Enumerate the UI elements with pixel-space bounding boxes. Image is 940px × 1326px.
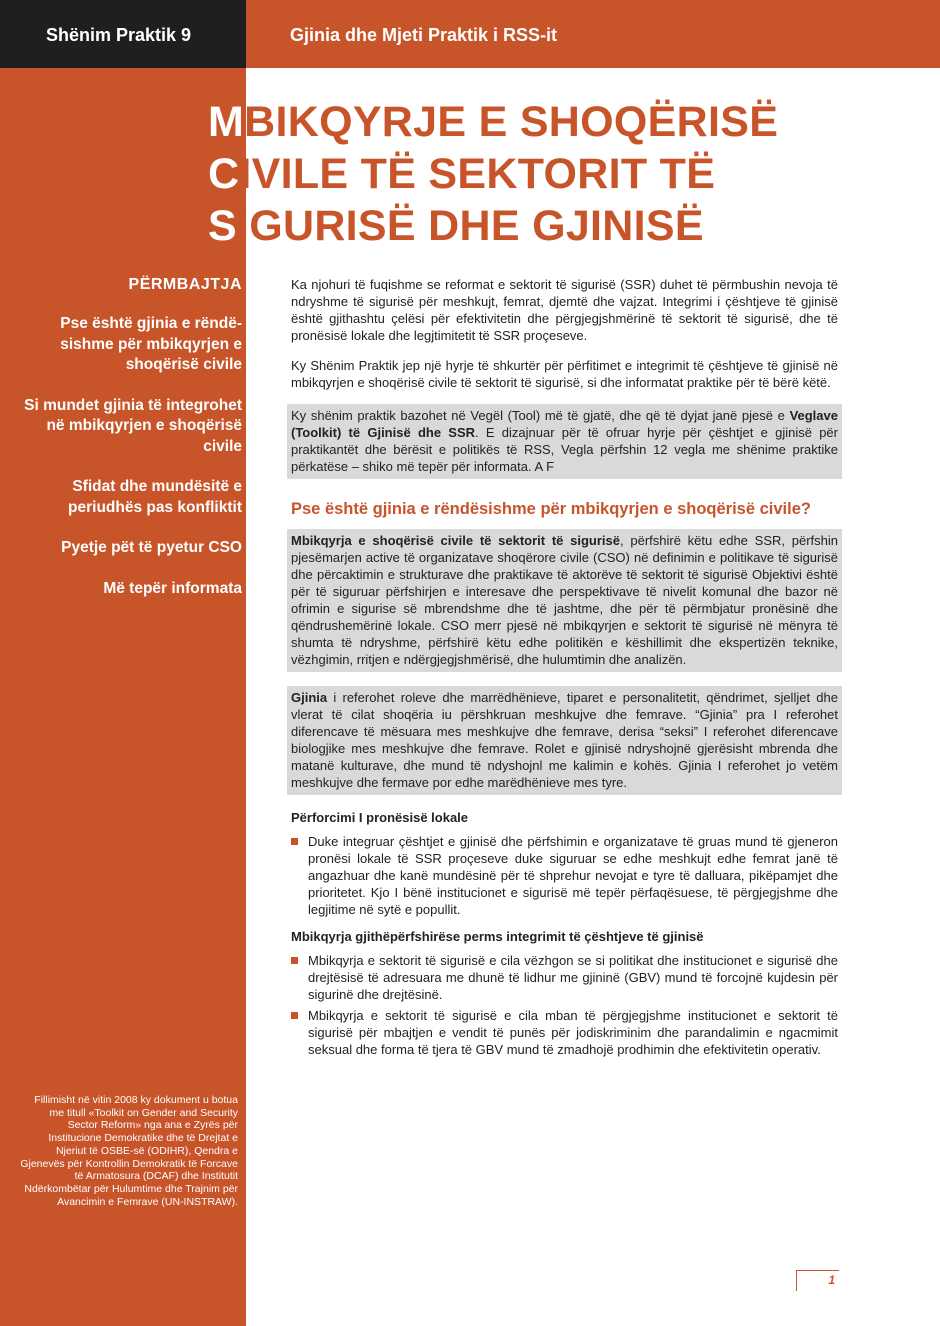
toc-item[interactable]: Më tepër informata	[103, 579, 242, 597]
subsection-heading: Përforcimi I pronësisë lokale	[291, 810, 469, 825]
list-item-text: Duke integruar çështjet e gjinisë dhe përfshimin e organizatave të gruas mund të gjeneron pronësi lokale të SSR proçeseve duke siguruar se edhe meshkujt edhe femrat janë të angazhuar dhe kanë mundësinë për të shprehur nevojat e tyre të dalluara, pikëpamjet dhe prioritetet. Kjo I bënë institucionet e sigurisë më tepër përfaqësuese, të përgjegjshme dhe legjitime në sytë e popullit.	[308, 834, 838, 917]
title-initial: S	[208, 202, 237, 250]
series-label: Shënim Praktik 9	[46, 25, 192, 45]
bullet-list	[291, 952, 838, 1058]
toc-item[interactable]: Pyetje pët të pyetur CSO	[61, 539, 242, 556]
toc-heading: PËRMBAJTJA	[128, 276, 242, 293]
page-title	[208, 96, 908, 252]
list-item	[291, 1007, 838, 1058]
list-item-text: Mbikqyrja e sektorit të sigurisë e cila mban të përgjegjshme institucionet e sektorit të sigurisë për mbajtjen e vendit të punës për jodiskriminim dhe parandalimin e ngacmimit seksual dhe forma të tjera të GBV mund të zmadhojë prodhimin dhe efektivitetin operativ.	[308, 1008, 838, 1057]
title-initial: M	[208, 98, 245, 146]
header-bar	[0, 0, 940, 68]
list-item-text: Mbikqyrja e sektorit të sigurisë e cila vëzhgon se si politikat dhe institucionet e sigurisë dhe drejtësisë të adresuara me dhunë të lidhur me gjininë (GBV) mund të forcojnë kujdesin për sigurinë dhe drejtësinë.	[308, 953, 838, 1002]
page-number: 1	[828, 1273, 835, 1287]
page-number-tab	[796, 1270, 839, 1291]
bullet-square-icon	[291, 1012, 298, 1019]
title-rest: IVILE TË SEKTORIT TË	[239, 150, 716, 198]
box-bold-text: Veglave (Toolkit) të Gjinisë dhe SSR	[291, 408, 838, 440]
toc-item[interactable]: Pse është gjinia e rëndë-sishme për mbikqyrjen e shoqërisë civile	[60, 315, 242, 373]
title-rest: BIKQYRJE E SHOQËRISË	[244, 98, 779, 146]
title-initial: C	[208, 150, 240, 198]
title-line	[208, 96, 908, 148]
intro-paragraph: Ka njohuri të fuqishme se reformat e sektorit të sigurisë (SSR) duhet të përmbushin nevoja të ndryshme të sigurisë për meshkujt, femrat, djemtë dhe vajzat. Integrimi i çështjeve të gjinisë është gjithashtu çelësi për efektivitetin dhe përgjegjshmërinë të sektorit të sigurisë, dhe të pronësisë lokale dhe legjtimitetit të SSR proçeseve.	[291, 277, 838, 343]
bullet-list	[291, 833, 838, 918]
subsection-heading: Mbikqyrja gjithëpërfshirëse perms integrimit të çështjeve të gjinisë	[291, 929, 704, 944]
title-rest: IGURISË DHE GJINISË	[236, 202, 704, 250]
bullet-square-icon	[291, 838, 298, 845]
title-line	[208, 200, 908, 252]
intro-paragraph: Ky Shënim Praktik jep një hyrje të shkurtër për përfitimet e integrimit të çështjeve të gjinisë në mbikqyrjen e shoqërisë civile të sektorit të sigurisë, si dhe informatat praktike për të bërë këtë.	[291, 358, 838, 390]
definition-box	[287, 529, 842, 672]
definition-text: , përfshirë këtu edhe SSR, përfshin pjesëmarjen active të organizatave shoqërore civile (CSO) në definimin e politikave të sigurisë dhe përcaktimin e strukturave dhe praktikave të aktorëve të sektorit të sigurisë Objektivi është për të siguruar përfshirjen e interesave dhe perspektivave të nivelit komunal dhe bazor në ofrimin e sigurise së mbrendshme dhe të jashtme, dhe për të përmbjatur pronësinë dhe qëndrushemërinë lokale. CSO merr pjesë në mbikqyrjen e sektorit të sigurisë në mënyra të shumta të ndryshme, përfshirë këtu edhe politikën e këshillimit dhe ekspertizën teknike, vëzhgimin, rritjen e ndërgjegjshmërisë, dhe hulumtimin dhe analizën.	[291, 533, 838, 667]
toc-item[interactable]: Sfidat dhe mundësitë e periudhës pas konfliktit	[68, 478, 242, 516]
publication-note: Fillimisht në vitin 2008 ky dokument u botua me titull «Toolkit on Gender and Security Sector Reform» nga ana e Zyrës për Institucione Demokratike dhe të Drejtat e Njeriut të OSBE-së (ODIHR), Qendra e Gjenevës për Kontrollin Demokratik të Forcave të Armatosura (DCAF) dhe Institutit Ndërkombëtar për Hulumtime dhe Trajnim për Avancimin e Femrave (UN-INSTRAW).	[20, 1094, 238, 1208]
box-text: . E dizajnuar për të ofruar hyrje për çështjet e gjinisë për praktikantët dhe bërësit e politikës të RSS, Vegla përfshin 12 vegla me shënime praktike përkatëse – shiko më tepër për informata. A F	[291, 425, 838, 474]
list-item	[291, 952, 838, 1003]
bullet-square-icon	[291, 957, 298, 964]
title-line	[208, 148, 908, 200]
toc-item[interactable]: Si mundet gjinia të integrohet në mbikqyrjen e shoqërisë civile	[24, 396, 242, 455]
table-of-contents	[20, 276, 242, 619]
section-heading: Pse është gjinia e rëndësishme për mbikqyrjen e shoqërisë civile?	[291, 500, 811, 518]
box-text: Ky shënim praktik bazohet në Vegël (Tool) më të gjatë, dhe që të dyjat janë pjesë e	[291, 408, 790, 423]
definition-term: Gjinia	[291, 690, 328, 705]
definition-box	[287, 686, 842, 795]
definition-text: i referohet roleve dhe marrëdhënieve, tiparet e personalitetit, qëndrimet, sjelljet dhe vlerat të cilat shoqëria iu përshkruan meshkujve dhe femrave. “Gjinia” pra I referohet diferencave të mësuara mes meshkujve dhe femrave, derisa “seksi” I referohet diferencave biologjike mes meshkujve dhe femrave. Rolet e gjinisë ndryshojnë gjerësisht mbrenda dhe matanë kulturave, dhe mund të ndyshojnl me kalimin e kohës. Gjinia I referohet jo vetëm meshkujve dhe fermave por edhe marëdhënieve mes tyre.	[291, 690, 838, 790]
header-subtitle: Gjinia dhe Mjeti Praktik i RSS-it	[290, 25, 558, 45]
main-content	[291, 276, 838, 1066]
toolkit-info-box	[287, 404, 842, 479]
definition-term: Mbikqyrja e shoqërisë civile të sektorit të sigurisë	[291, 533, 620, 548]
list-item	[291, 833, 838, 918]
